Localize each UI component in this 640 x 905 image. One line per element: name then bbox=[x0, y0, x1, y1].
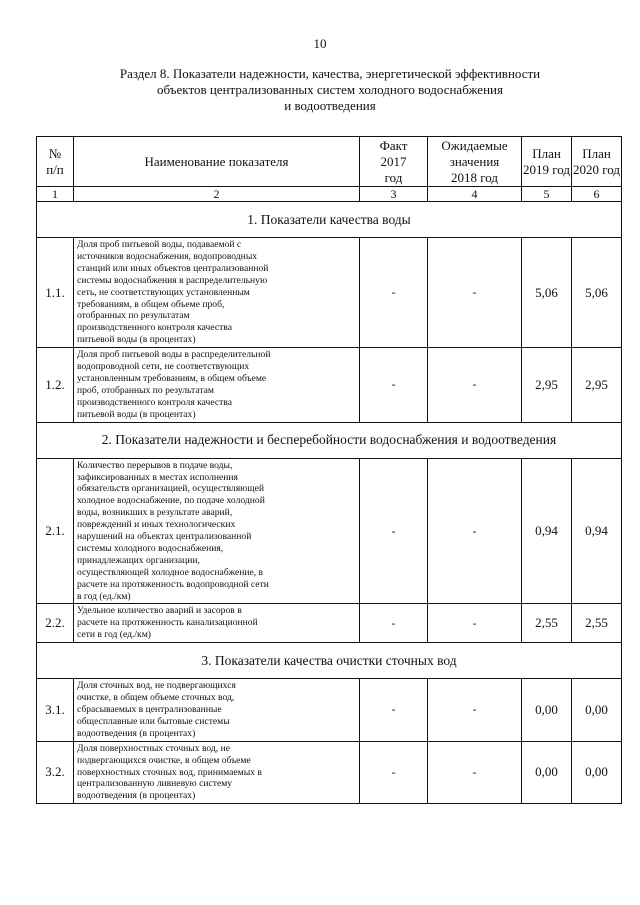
indicator-name-line: производственного контроля качества bbox=[77, 396, 232, 408]
column-number: 1 bbox=[37, 187, 74, 202]
group-header-row bbox=[37, 422, 622, 458]
header-plan-2019: План 2019 год bbox=[522, 137, 572, 187]
indicator-name-line: очистке, в общем объеме сточных вод, bbox=[77, 692, 235, 704]
indicator-name bbox=[74, 348, 360, 422]
group-title: 1. Показатели качества воды bbox=[37, 202, 622, 238]
table-row bbox=[37, 348, 622, 422]
expected-value: - bbox=[428, 741, 522, 804]
indicator-name-line: Доля поверхностных сточных вод, не bbox=[77, 742, 230, 754]
indicator-name-line: установленным требованиям, в общем объеме bbox=[77, 372, 267, 384]
indicator-name-line: производственного контроля качества bbox=[77, 322, 232, 334]
plan-2019-value: 5,06 bbox=[522, 238, 572, 348]
indicator-name-line: расчете на протяженность канализационной bbox=[77, 617, 258, 629]
column-number-row bbox=[37, 187, 622, 202]
fact-value: - bbox=[360, 741, 428, 804]
expected-value: - bbox=[428, 458, 522, 604]
indicator-name-line: Доля проб питьевой воды в распределительной bbox=[77, 349, 271, 361]
indicator-name bbox=[74, 458, 360, 604]
indicator-name bbox=[74, 679, 360, 742]
indicator-name-line: системы холодного водоснабжения, bbox=[77, 542, 224, 554]
indicator-name-line: сети в год (ед./км) bbox=[77, 629, 151, 641]
expected-value: - bbox=[428, 348, 522, 422]
header-name: Наименование показателя bbox=[74, 137, 360, 187]
section-title bbox=[40, 66, 620, 114]
expected-value: - bbox=[428, 679, 522, 742]
indicator-name-line: проб, отобранных по результатам bbox=[77, 384, 215, 396]
indicator-name-line: Удельное количество аварий и засоров в bbox=[77, 605, 242, 617]
fact-value: - bbox=[360, 458, 428, 604]
section-title-line: Раздел 8. Показатели надежности, качества, энергетической эффективности bbox=[119, 66, 541, 81]
row-number: 2.1. bbox=[37, 458, 74, 604]
page-number: 10 bbox=[313, 36, 327, 51]
row-number: 3.2. bbox=[37, 741, 74, 804]
indicators-table bbox=[36, 136, 622, 804]
expected-value: - bbox=[428, 238, 522, 348]
indicator-name-line: общесплавные или бытовые системы bbox=[77, 715, 230, 727]
header-row bbox=[37, 137, 622, 187]
table-row bbox=[37, 604, 622, 643]
column-number: 6 bbox=[572, 187, 622, 202]
indicator-name-line: системы водоснабжения в распределительную bbox=[77, 274, 268, 286]
indicator-name-line: подвергающихся очистке, в общем объеме bbox=[77, 754, 251, 766]
group-title: 2. Показатели надежности и бесперебойности водоснабжения и водоотведения bbox=[37, 422, 622, 458]
row-number: 1.1. bbox=[37, 238, 74, 348]
table-row bbox=[37, 679, 622, 742]
indicator-name-line: воды, возникших в результате аварий, bbox=[77, 507, 233, 519]
indicator-name-line: водоотведения (в процентах) bbox=[77, 727, 196, 739]
row-number: 3.1. bbox=[37, 679, 74, 742]
header-no: № п/п bbox=[37, 137, 74, 187]
indicator-name-line: сбрасываемых в централизованные bbox=[77, 704, 222, 715]
indicator-name-line: нарушений на объектах централизованной bbox=[77, 531, 252, 543]
indicator-name-line: требованиям, в общем объеме проб, bbox=[77, 298, 225, 310]
indicator-name-line: повреждений и иных технологических bbox=[77, 519, 236, 531]
indicator-name-line: централизованную ливневую систему bbox=[77, 778, 233, 790]
indicator-name-line: водопроводной сети, не соответствующих bbox=[77, 361, 250, 373]
fact-value: - bbox=[360, 679, 428, 742]
indicator-name-line: поверхностных сточных вод, принимаемых в bbox=[77, 766, 262, 778]
indicator-name bbox=[74, 604, 360, 643]
indicator-name-line: принадлежащих организации, bbox=[77, 554, 200, 566]
fact-value: - bbox=[360, 238, 428, 348]
indicator-name-line: Доля проб питьевой воды, подаваемой с bbox=[77, 239, 242, 250]
row-number: 2.2. bbox=[37, 604, 74, 643]
indicator-name-line: станций или иных объектов централизованной bbox=[77, 262, 269, 274]
plan-2020-value: 5,06 bbox=[572, 238, 622, 348]
indicator-name-line: отобранных по результатам bbox=[77, 310, 190, 322]
row-number: 1.2. bbox=[37, 348, 74, 422]
group-header-row bbox=[37, 643, 622, 679]
indicator-name-line: питьевой воды (в процентах) bbox=[77, 334, 196, 346]
fact-value: - bbox=[360, 604, 428, 643]
table-row bbox=[37, 741, 622, 804]
plan-2019-value: 0,94 bbox=[522, 458, 572, 604]
indicator-name-line: сеть, не соответствующих установленным bbox=[77, 286, 250, 298]
indicator-name bbox=[74, 238, 360, 348]
section-title-line: объектов централизованных систем холодного водоснабжения bbox=[157, 82, 503, 97]
plan-2019-value: 0,00 bbox=[522, 741, 572, 804]
column-number: 2 bbox=[74, 187, 360, 202]
indicator-name-line: обязательств организацией, осуществляющей bbox=[77, 483, 265, 495]
plan-2020-value: 0,00 bbox=[572, 741, 622, 804]
plan-2019-value: 2,55 bbox=[522, 604, 572, 643]
indicator-name-line: Доля сточных вод, не подвергающихся bbox=[77, 680, 236, 692]
plan-2019-value: 2,95 bbox=[522, 348, 572, 422]
column-number: 3 bbox=[360, 187, 428, 202]
indicator-name-line: в год (ед./км) bbox=[77, 590, 131, 602]
indicator-name-line: источников водоснабжения, водопроводных bbox=[77, 250, 258, 262]
indicator-name-line: питьевой воды (в процентах) bbox=[77, 408, 196, 420]
header-expected: Ожидаемые значения 2018 год bbox=[428, 137, 522, 187]
plan-2020-value: 0,94 bbox=[572, 458, 622, 604]
header-fact: Факт 2017 год bbox=[360, 137, 428, 187]
header-plan-2020: План 2020 год bbox=[572, 137, 622, 187]
indicator-name-line: холодное водоснабжение, по подаче холодной bbox=[77, 495, 265, 507]
table-row bbox=[37, 238, 622, 348]
indicator-name-line: расчете на протяженность водопроводной сети bbox=[77, 578, 269, 590]
indicator-name-line: осуществляющей холодное водоснабжение, в bbox=[77, 566, 264, 578]
column-number: 4 bbox=[428, 187, 522, 202]
group-header-row bbox=[37, 202, 622, 238]
expected-value: - bbox=[428, 604, 522, 643]
plan-2020-value: 2,55 bbox=[572, 604, 622, 643]
indicator-name-line: водоотведения (в процентах) bbox=[77, 790, 196, 802]
group-title: 3. Показатели качества очистки сточных вод bbox=[37, 643, 622, 679]
indicator-name bbox=[74, 741, 360, 804]
table-body bbox=[37, 202, 622, 804]
indicator-name-line: Количество перерывов в подаче воды, bbox=[77, 459, 233, 471]
fact-value: - bbox=[360, 348, 428, 422]
table-row bbox=[37, 458, 622, 604]
plan-2020-value: 2,95 bbox=[572, 348, 622, 422]
plan-2019-value: 0,00 bbox=[522, 679, 572, 742]
indicator-name-line: зафиксированных в местах исполнения bbox=[77, 471, 238, 483]
plan-2020-value: 0,00 bbox=[572, 679, 622, 742]
column-number: 5 bbox=[522, 187, 572, 202]
section-title-line: и водоотведения bbox=[284, 98, 376, 113]
